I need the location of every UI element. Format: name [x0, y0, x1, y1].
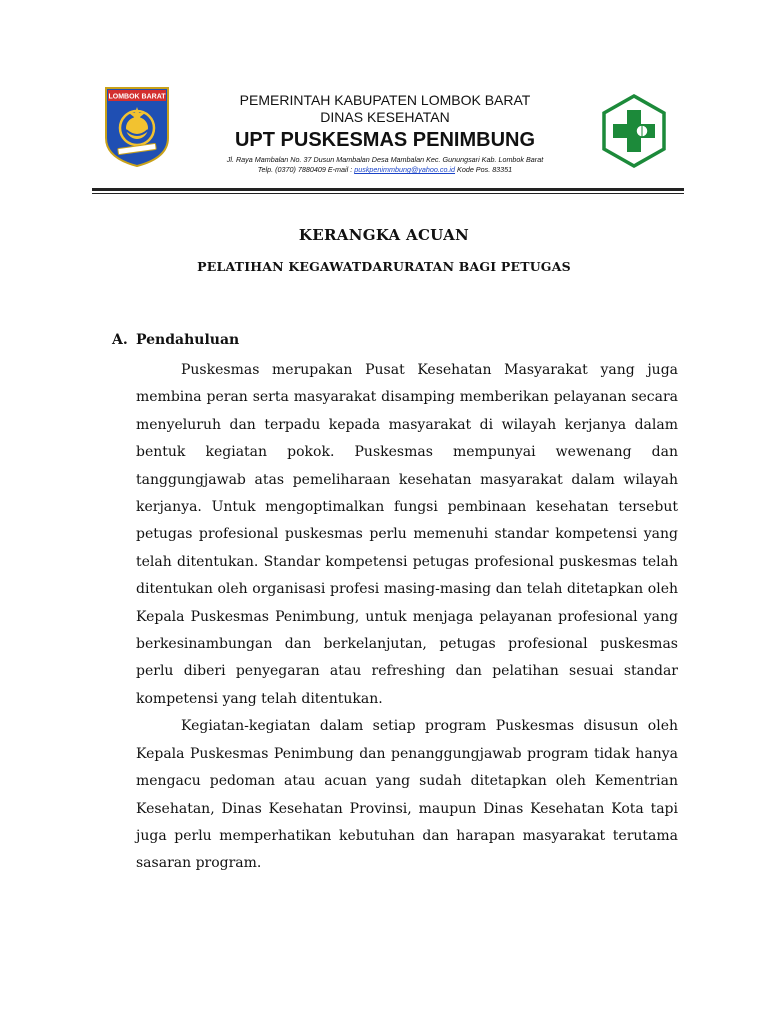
address-line: Jl. Raya Mambalan No. 37 Dusun Mambalan Desa Mambalan Kec. Gunungsari Kab. Lombok Barat — [226, 155, 544, 164]
document-title: KERANGKA ACUAN — [298, 226, 470, 244]
puskesmas-cross-logo-icon — [602, 94, 666, 168]
letterhead-rule-thin — [92, 193, 684, 194]
section-heading — [112, 332, 239, 348]
paragraph: Puskesmas merupakan Pusat Kesehatan Masyarakat yang juga membina peran serta masyarakat disamping memberikan pelayanan secara menyeluruh dan terpadu kepada masyarakat di wilayah kerjanya dalam bentuk kegiatan pokok. Puskesmas mempunyai wewenang dan tanggungjawab atas pemeliharaan kesehatan masyarakat dalam wilayah kerjanya. Untuk mengoptimalkan fungsi pembinaan kesehatan tersebut petugas profesional puskesmas perlu memenuhi standar kompetensi yang telah ditentukan. Standar kompetensi petugas profesional puskesmas telah ditentukan oleh organisasi profesi masing-masing dan telah ditetapkan oleh Kepala Puskesmas Penimbung, untuk menjaga pelayanan profesional yang berkesinambungan dan berkelanjutan, petugas profesional puskesmas perlu diberi penyegaran atau refreshing dan pelatihan sesuai standar kompetensi yang telah ditentukan. — [136, 362, 678, 707]
contact-prefix: Telp. (0370) 7880409 E-mail : — [257, 165, 355, 174]
section-body — [136, 357, 678, 878]
government-line: PEMERINTAH KABUPATEN LOMBOK BARAT — [239, 92, 531, 108]
institution-name: UPT PUSKESMAS PENIMBUNG — [234, 129, 536, 151]
letterhead — [190, 92, 580, 175]
address-block — [190, 155, 580, 175]
section-title: Pendahuluan — [136, 332, 240, 348]
paragraph: Kegiatan-kegiatan dalam setiap program Puskesmas disusun oleh Kepala Puskesmas Penimbung dan penanggungjawab program tidak hanya mengacu pedoman atau acuan yang sudah ditetapkan oleh Kementrian Kesehatan, Dinas Kesehatan Provinsi, maupun Dinas Kesehatan Kota tapi juga perlu memperhatikan kebutuhan dan harapan masyarakat terutama sasaran program. — [136, 718, 678, 872]
letterhead-rule-thick — [92, 188, 684, 191]
section-number: A. — [112, 332, 128, 348]
lombok-barat-emblem-icon — [104, 86, 170, 168]
contact-line — [190, 165, 580, 175]
document-subtitle: PELATIHAN KEGAWATDARURATAN BAGI PETUGAS — [197, 259, 571, 274]
department-line: DINAS KESEHATAN — [320, 109, 450, 125]
email-link[interactable]: puskpenimmbung@yahoo.co.id — [354, 165, 456, 174]
emblem-banner-text: LOMBOK BARAT — [108, 93, 166, 101]
contact-suffix: Kode Pos. 83351 — [455, 165, 513, 174]
